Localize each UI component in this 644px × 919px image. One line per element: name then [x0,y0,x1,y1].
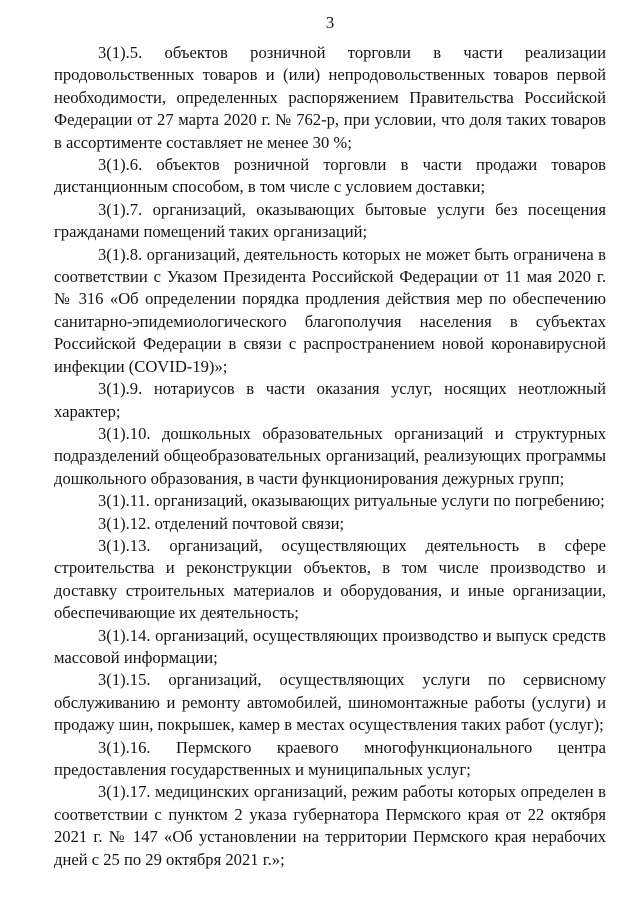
paragraph-3-1-7: 3(1).7. организаций, оказывающих бытовые услуги без посещения гражданами помещений таких организаций; [54,199,606,242]
paragraph-3-1-12: 3(1).12. отделений почтовой связи; [98,513,345,533]
paragraph-3-1-10: 3(1).10. дошкольных образовательных организаций и структурных подразделений общеобразовательных организаций, реализующих программы дошкольного образования, в части функционирования дежурных групп; [54,423,606,488]
paragraph-3-1-15: 3(1).15. организаций, осуществляющих услуги по сервисному обслуживанию и ремонту автомобилей, шиномонтажные работы (услуги) и продажу шин, покрышек, камер в местах осуществления таких работ (услуг); [54,670,606,735]
paragraph-3-1-8: 3(1).8. организаций, деятельность которых не может быть ограничена в соответствии с Указом Президента Российской Федерации от 11 мая 2020 г. № 316 «Об определении порядка продления действия мер по обеспечению санитарно-эпидемиологического благополучия населения в субъектах Российской Федерации в связи с распространением новой коронавирусной инфекции (COVID-19)»; [54,244,606,376]
paragraph-3-1-9: 3(1).9. нотариусов в части оказания услуг, носящих неотложный характер; [54,379,606,421]
paragraph-3-1-16: 3(1).16. Пермского краевого многофункционального центра предоставления государственных и муниципальных услуг; [54,737,606,779]
paragraph-3-1-17: 3(1).17. медицинских организаций, режим работы которых определен в соответствии с пунктом 2 указа губернатора Пермского края от 22 октября 2021 г. № 147 «Об установлении на территории Пермского края нерабочих дней с 25 по 29 октября 2021 г.»; [54,782,606,869]
paragraph-3-1-6: 3(1).6. объектов розничной торговли в части продажи товаров дистанционным способом, в том числе с условием доставки; [54,155,606,197]
paragraph-3-1-13: 3(1).13. организаций, осуществляющих деятельность в сфере строительства и реконструкции объектов, в том числе производство и доставку строительных материалов и оборудования, и иные организации, обеспечивающие их деятельность; [54,535,606,623]
paragraph-3-1-14: 3(1).14. организаций, осуществляющих производство и выпуск средств массовой информации; [54,625,606,667]
paragraph-3-1-5: 3(1).5. объектов розничной торговли в части реализации продовольственных товаров и (или) непродовольственных товаров первой необходимости, определенных распоряжением Правительства Российской Федерации от 27 марта 2020 г. № 762-р, при условии, что доля таких товаров в ассортименте составляет не менее 30 %; [54,43,606,152]
paragraph-3-1-11: 3(1).11. организаций, оказывающих ритуальные услуги по погребению; [98,491,605,511]
page-number: 3 [325,13,335,32]
